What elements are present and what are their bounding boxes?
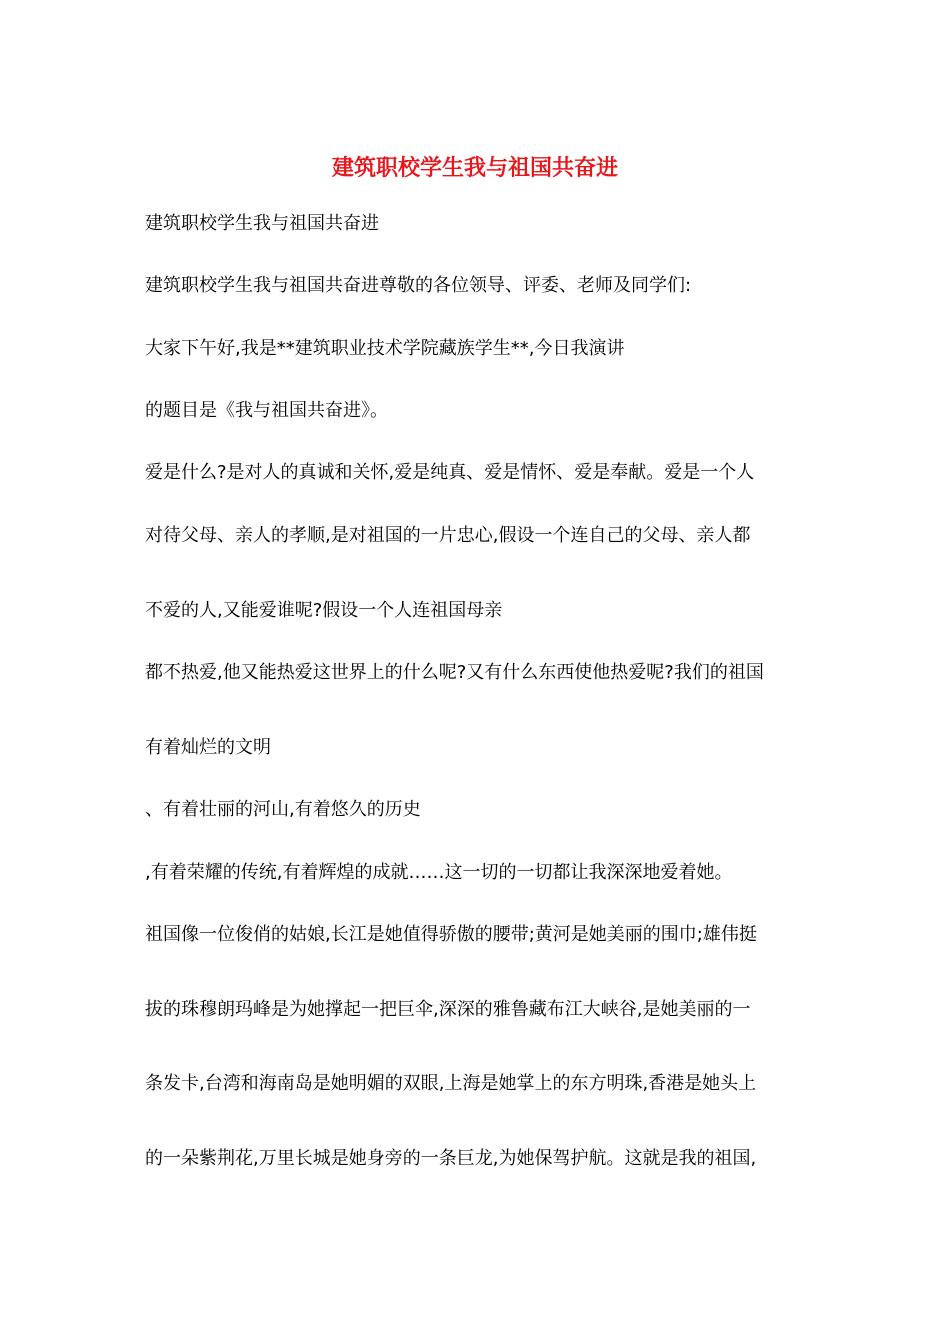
document-title: 建筑职校学生我与祖国共奋进 (331, 155, 618, 181)
text-line: 大家下午好,我是**建筑职业技术学院藏族学生**,今日我演讲 (145, 338, 625, 359)
text-line: 的一朵紫荆花,万里长城是她身旁的一条巨龙,为她保驾护航。这就是我的祖国, (145, 1148, 757, 1169)
text-line: 的题目是《我与祖国共奋进》。 (145, 400, 388, 421)
text-line: 有着灿烂的文明 (145, 737, 271, 758)
text-line: 都不热爱,他又能热爱这世界上的什么呢?又有什么东西使他热爱呢?我们的祖国 (145, 662, 764, 683)
text-line: 、有着壮丽的河山,有着悠久的历史 (145, 799, 421, 820)
text-line: 条发卡,台湾和海南岛是她明媚的双眼,上海是她掌上的东方明珠,香港是她头上 (145, 1073, 757, 1094)
text-line: 建筑职校学生我与祖国共奋进尊敬的各位领导、评委、老师及同学们: (145, 275, 692, 296)
text-line: 拔的珠穆朗玛峰是为她撑起一把巨伞,深深的雅鲁藏布江大峡谷,是她美丽的一 (145, 999, 751, 1020)
text-line: 爱是什么?是对人的真诚和关怀,爱是纯真、爱是情怀、爱是奉献。爱是一个人 (145, 462, 755, 483)
text-line: 建筑职校学生我与祖国共奋进 (145, 213, 379, 234)
text-line: 不爱的人,又能爱谁呢?假设一个人连祖国母亲 (145, 600, 503, 621)
text-line: ,有着荣耀的传统,有着辉煌的成就……这一切的一切都让我深深地爱着她。 (145, 862, 733, 883)
text-line: 祖国像一位俊俏的姑娘,长江是她值得骄傲的腰带;黄河是她美丽的围巾;雄伟挺 (145, 924, 757, 945)
text-line: 对待父母、亲人的孝顺,是对祖国的一片忠心,假设一个连自己的父母、亲人都 (145, 525, 751, 546)
